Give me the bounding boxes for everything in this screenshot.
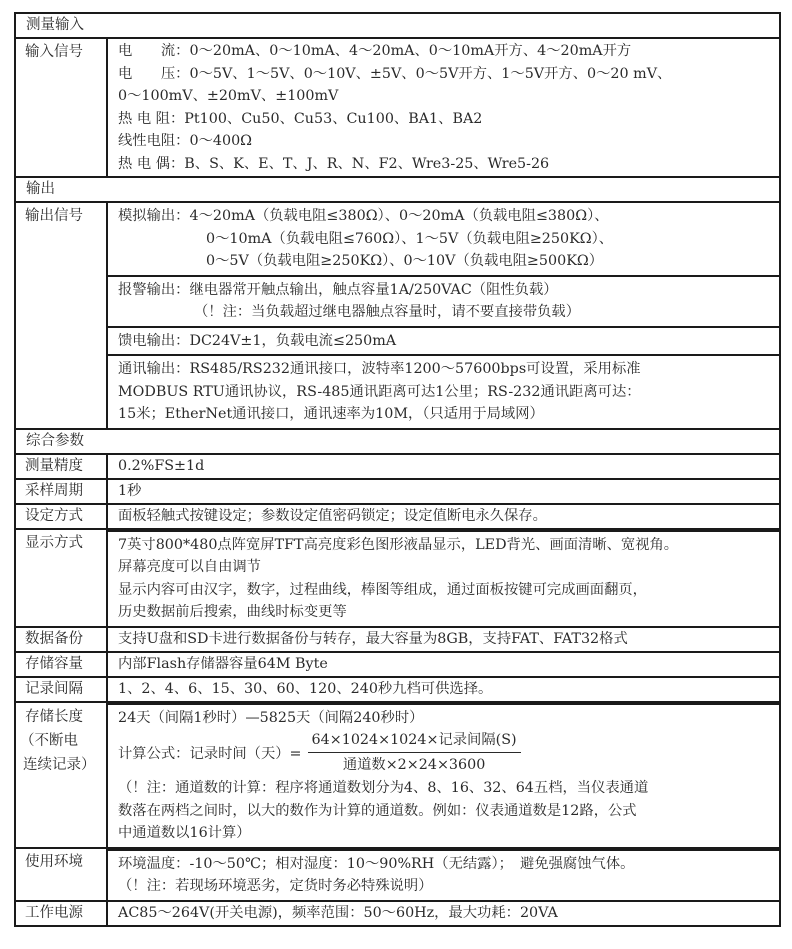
row-value: 0.2%FS±1d [118, 457, 205, 474]
row-sampling [16, 478, 779, 503]
formula-numerator: 64×1024×1024×记录间隔(S) [308, 730, 521, 753]
row-value [108, 530, 779, 626]
feed-output [108, 326, 779, 355]
section-title: 综合参数 [26, 432, 84, 449]
input-thermocouple: 热 电 偶：B、S、K、E、T、J、R、N、F2、Wre3-25、Wre5-26 [118, 155, 550, 172]
row-setting [16, 503, 779, 528]
row-label: 存储容量 [16, 653, 108, 676]
row-label: 输出信号 [16, 203, 108, 428]
storage-range: 24天（间隔1秒时）—5825天（间隔240秒时） [118, 709, 424, 726]
analog-output [108, 203, 779, 275]
alarm-line: 报警输出：继电器常开触点输出，触点容量1A/250VAC（阻性负载） [118, 281, 558, 298]
row-capacity [16, 651, 779, 676]
analog-line: 0～5V（负载电阻≥250KΩ）、0～10V（负载电阻≥500KΩ） [206, 253, 604, 269]
alarm-note: （！注：当负载超过继电器触点容量时，请不要直接带负载） [194, 304, 581, 320]
row-label: 使用环境 [16, 849, 108, 900]
row-value: 支持U盘和SD卡进行数据备份与转存，最大容量为8GB，支持FAT、FAT32格式 [118, 630, 628, 647]
section-title: 输出 [26, 181, 55, 197]
row-value: 面板轻触式按键设定；参数设定值密码锁定；设定值断电永久保存。 [118, 507, 547, 524]
row-input-signal [16, 37, 779, 176]
row-value: AC85～264V(开关电源)，频率范围：50～60Hz，最大功耗：20VA [118, 904, 558, 921]
row-value: 1秒 [118, 482, 142, 499]
row-power [16, 900, 779, 925]
display-line: 7英寸800*480点阵宽屏TFT高亮度彩色图形液晶显示，LED背光、画面清晰、宽视角。 [118, 536, 679, 553]
row-output-signal [16, 201, 779, 428]
comm-line: 通讯输出：RS485/RS232通讯接口，波特率1200～57600bps可设置，采用标准 [118, 361, 641, 377]
row-value [108, 703, 779, 847]
formula-fraction [308, 730, 521, 776]
alarm-output [108, 275, 779, 326]
section-header-general [16, 428, 779, 453]
display-line: 显示内容可由汉字，数字，过程曲线，棒图等组成，通过面板按键可完成画面翻页， [118, 581, 647, 598]
input-voltage-cont: 0～100mV、±20mV、±100mV [118, 88, 339, 104]
input-current: 电 流：0～20mA、0～10mA、4～20mA、0～10mA开方、4～20mA开方 [118, 43, 632, 59]
environment-note: （！注：若现场环境恶劣，定货时务必特殊说明） [118, 878, 433, 894]
display-line: 历史数据前后搜索，曲线时标变更等 [118, 604, 347, 620]
storage-note: 数落在两档之间时，以大的数作为计算的通道数。例如：仪表通道数是12路，公式 [118, 802, 637, 819]
row-value: 1、2、4、6、15、30、60、120、240秒九档可供选择。 [118, 680, 493, 697]
input-rtd: 热 电 阻：Pt100、Cu50、Cu53、Cu100、BA1、BA2 [118, 110, 483, 127]
section-title: 测量输入 [26, 17, 84, 33]
input-linear-resistance: 线性电阻：0～400Ω [118, 133, 253, 149]
analog-line: 0～10mA（负载电阻≤760Ω）、1～5V（负载电阻≥250KΩ）、 [206, 230, 614, 247]
row-label: 数据备份 [16, 628, 108, 651]
storage-formula [118, 729, 769, 777]
row-label: 输入信号 [16, 39, 108, 176]
storage-note: （！注：通道数的计算：程序将通道数划分为4、8、16、32、64五档，当仪表通道 [118, 780, 649, 796]
row-accuracy [16, 453, 779, 478]
input-voltage: 电 压：0～5V、1～5V、0～10V、±5V、0～5V开方、1～5V开方、0～20 mV、 [118, 65, 672, 82]
spec-table [14, 12, 781, 927]
row-interval [16, 676, 779, 701]
row-value [108, 39, 779, 176]
section-header-input [16, 14, 779, 37]
row-value [108, 203, 779, 428]
environment-line: 环境温度：-10～50℃；相对湿度：10～90%RH（无结露）； 避免强腐蚀气体。 [118, 855, 635, 872]
row-value [108, 849, 779, 900]
label-line: 存储长度 [25, 708, 83, 725]
row-label: 记录间隔 [16, 678, 108, 701]
row-label [16, 703, 108, 847]
row-backup [16, 626, 779, 651]
formula-denominator: 通道数×2×24×3600 [342, 757, 486, 773]
row-environment [16, 847, 779, 900]
row-value: 内部Flash存储器容量64M Byte [118, 655, 328, 672]
storage-note: 中通道数以16计算） [118, 825, 251, 841]
analog-line: 模拟输出：4～20mA（负载电阻≤380Ω）、0～20mA（负载电阻≤380Ω）、 [118, 208, 609, 224]
label-line: （不断电 [20, 732, 78, 749]
row-label: 测量精度 [16, 455, 108, 478]
label-line: 连续记录） [23, 756, 96, 773]
row-label: 设定方式 [16, 505, 108, 528]
comm-output [108, 354, 779, 428]
row-display [16, 528, 779, 626]
row-label: 采样周期 [16, 480, 108, 503]
comm-line: MODBUS RTU通讯协议，RS-485通讯距离可达1公里；RS-232通讯距离可达： [118, 383, 641, 400]
row-label: 显示方式 [16, 530, 108, 626]
feed-line: 馈电输出：DC24V±1，负载电流≤250mA [118, 332, 397, 349]
row-label: 工作电源 [16, 902, 108, 925]
section-header-output [16, 176, 779, 201]
comm-line: 15米；EtherNet通讯接口，通讯速率为10M，（只适用于局域网） [118, 406, 544, 422]
display-line: 屏幕亮度可以自由调节 [118, 559, 261, 575]
formula-prefix: 计算公式：记录时间（天）= [118, 746, 302, 762]
row-storage-length [16, 701, 779, 847]
